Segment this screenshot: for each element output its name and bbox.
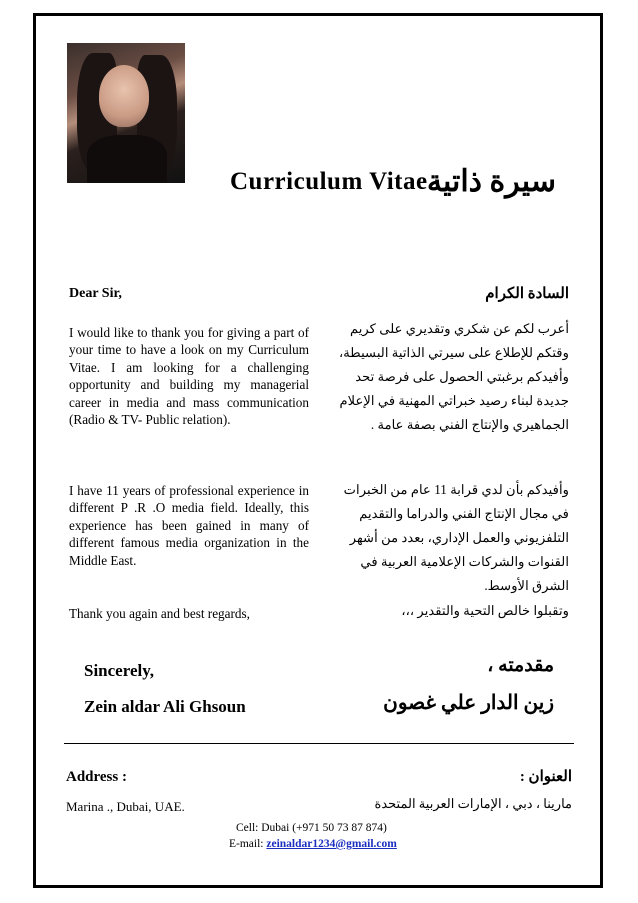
paragraph-2-arabic: وأفيدكم بأن لدي قرابة 11 عام من الخبرات في مجال الإنتاج الفني والدراما والتقديم التلفزيوني والعمل الإداري، بعدد من أشهر القنوات والشركات الإعلامية العربية في الشرق الأوسط. [343,482,569,593]
address-english: Marina ., Dubai, UAE. [66,799,185,814]
paragraph-1-arabic: أعرب لكم عن شكري وتقديري على كريم وقتكم للإطلاع على سيرتي الذاتية البسيطة، وأفيدكم برغبتي الحصول على فرصة تحد جديدة لبناء رصيد خبراتي المهنية في الإعلام الجماهيري والإنتاج الفني بصفة عامة . [338,321,569,432]
email-row [229,838,397,850]
address-arabic: مارينا ، دبي ، الإمارات العربية المتحدة [374,796,572,811]
sincerely-english: Sincerely, [84,661,155,680]
profile-photo [67,43,185,183]
photo-scarf [87,135,167,183]
paragraph-1-english: I would like to thank you for giving a part of your time to have a look on my Curriculum Vitae. I am looking for a challenging opportunity and building my managerial career in media and mass communication (Radio & TV- Public relation). [69,325,309,428]
sincerely-arabic: مقدمته ، [487,655,554,676]
paragraph-2-english: I have 11 years of professional experience in different P .R .O media field. Ideally, this experience has been gained in many of different famous media organization in the Middle East. [69,483,309,568]
closing-english: Thank you again and best regards, [69,606,250,621]
email-link[interactable]: zeinaldar1234@gmail.com [266,838,397,850]
title-arabic: سيرة ذاتية [426,165,556,198]
title-english: Curriculum Vitae [230,168,428,195]
cell-phone: Cell: Dubai (+971 50 73 87 874) [236,822,387,834]
signature-name-english: Zein aldar Ali Ghsoun [84,697,246,716]
divider-line [64,743,574,744]
greeting-english: Dear Sir, [69,286,122,301]
signature-name-arabic: زين الدار علي غصون [383,692,554,714]
email-label: E-mail: [229,838,267,850]
greeting-arabic: السادة الكرام [485,286,569,302]
closing-arabic: وتقبلوا خالص التحية والتقدير ،،، [401,603,569,618]
photo-face [99,65,149,127]
address-label-english: Address : [66,769,127,785]
address-label-arabic: العنوان : [519,769,572,785]
